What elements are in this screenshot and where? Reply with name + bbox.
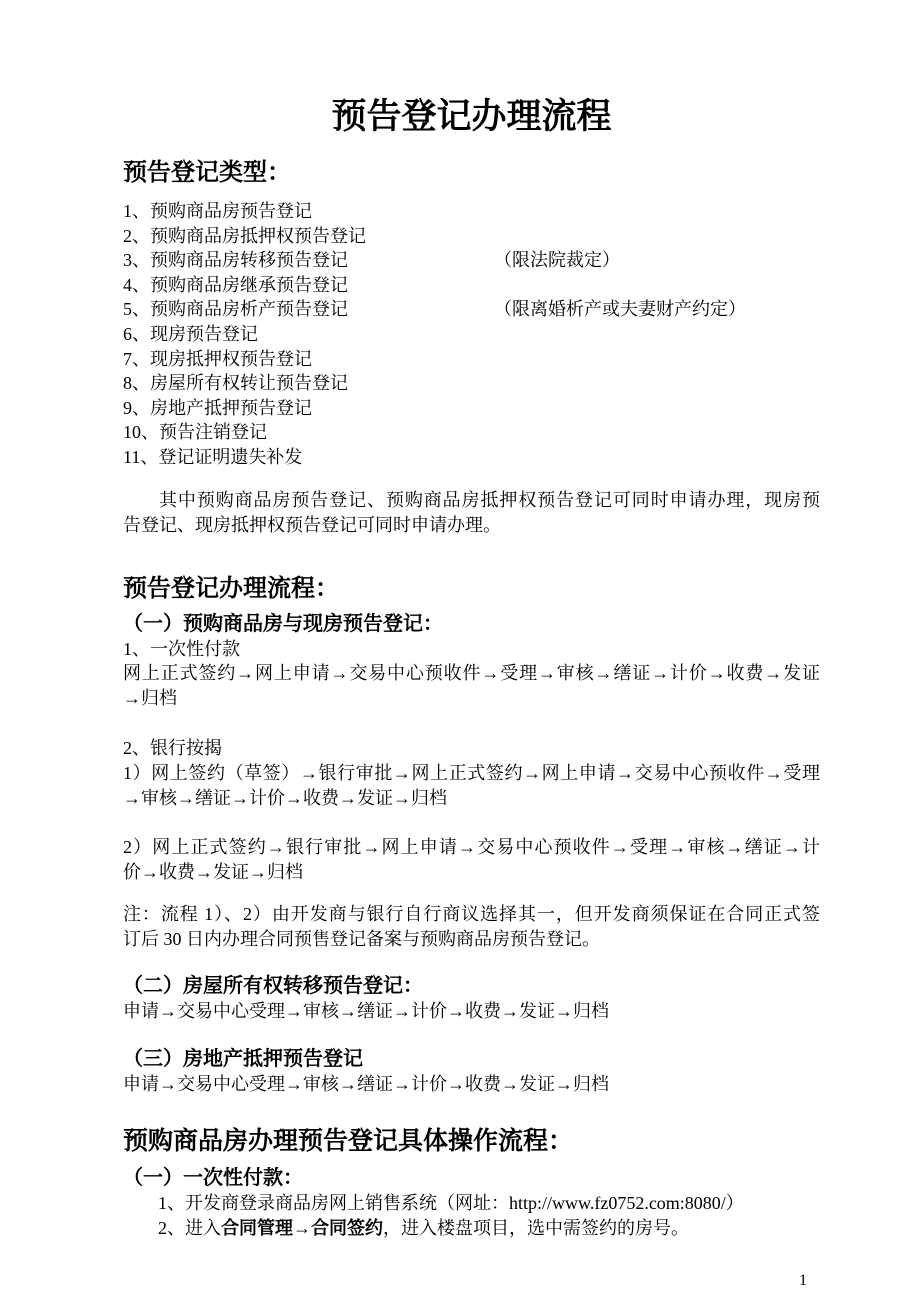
list-item bbox=[123, 273, 820, 298]
list-item-label: 11、登记证明遗失补发 bbox=[123, 446, 303, 467]
list-item-label: 3、预购商品房转移预告登记 bbox=[123, 250, 348, 271]
list-item-note: （限法院裁定） bbox=[494, 250, 620, 271]
document-content bbox=[123, 0, 820, 1241]
list-item bbox=[123, 199, 820, 224]
list-item bbox=[123, 322, 820, 347]
operation-step: 1、开发商登录商品房网上销售系统（网址：http://www.fz0752.com:8080/） bbox=[158, 1193, 744, 1214]
lump-sum-flow-line: →归档 bbox=[123, 688, 177, 709]
summary-line: 其中预购商品房预告登记、预购商品房抵押权预告登记可同时申请办理，现房预 bbox=[159, 489, 820, 510]
list-item-note: （限离婚析产或夫妻财产约定） bbox=[494, 299, 746, 320]
doc-title: 预告登记办理流程 bbox=[331, 97, 612, 136]
spacer bbox=[123, 952, 820, 974]
types-section-heading: 预告登记类型： bbox=[123, 160, 291, 186]
list-item-label: 1、预购商品房预告登记 bbox=[123, 201, 312, 221]
mortgage-option1-line: →审核→缮证→计价→收费→发证→归档 bbox=[123, 787, 447, 808]
spacer bbox=[123, 810, 820, 835]
list-item bbox=[123, 297, 820, 322]
list-item-label: 4、预购商品房继承预告登记 bbox=[123, 274, 348, 295]
spacer bbox=[123, 1023, 820, 1047]
operation-sub1-heading: （一）一次性付款： bbox=[123, 1167, 303, 1190]
list-item-label: 10、预告注销登记 bbox=[123, 422, 267, 443]
list-item bbox=[123, 371, 820, 396]
operation-step2-menu-path: 合同管理→合同签约 bbox=[221, 1217, 383, 1238]
list-item-label: 6、现房预告登记 bbox=[123, 323, 258, 344]
operation-step2-suffix: ，进入楼盘项目，选中需签约的房号。 bbox=[383, 1217, 689, 1238]
list-item bbox=[123, 224, 820, 249]
spacer bbox=[123, 885, 820, 902]
process-sub2-heading: （二）房屋所有权转移预告登记： bbox=[123, 974, 423, 997]
process-sub2-flow: 申请→交易中心受理→审核→缮证→计价→收费→发证→归档 bbox=[123, 1000, 609, 1021]
list-item bbox=[123, 396, 820, 421]
mortgage-option2-line: 2）网上正式签约→银行审批→网上申请→交易中心预收件→受理→审核→缮证→计 bbox=[123, 837, 820, 858]
list-item-label: 5、预购商品房析产预告登记 bbox=[123, 299, 348, 320]
operation-step bbox=[123, 1216, 820, 1241]
process-note-line: 订后 30 日内办理合同预售登记备案与预购商品房预告登记。 bbox=[123, 928, 600, 949]
list-item bbox=[123, 248, 820, 273]
list-item-label: 9、房地产抵押预告登记 bbox=[123, 397, 312, 418]
summary-paragraph bbox=[123, 488, 820, 539]
process-sub3-heading: （三）房地产抵押预告登记 bbox=[123, 1048, 363, 1071]
list-item-label: 8、房屋所有权转让预告登记 bbox=[123, 373, 348, 394]
page-number: 1 bbox=[799, 1272, 807, 1289]
process-note-line: 注：流程 1）、2）由开发商与银行自行商议选择其一，但开发商须保证在合同正式签 bbox=[123, 903, 820, 924]
summary-line: 告登记、现房抵押权预告登记可同时申请办理。 bbox=[123, 515, 501, 536]
operation-step2-prefix: 2、进入 bbox=[158, 1217, 221, 1238]
registration-types-list bbox=[123, 199, 820, 470]
mortgage-option1-line: 1）网上签约（草签）→银行审批→网上正式签约→网上申请→交易中心预收件→受理 bbox=[123, 762, 820, 783]
list-item bbox=[123, 445, 820, 470]
list-item-label: 2、预购商品房抵押权预告登记 bbox=[123, 225, 366, 246]
list-item bbox=[123, 420, 820, 445]
lump-sum-title: 1、一次性付款 bbox=[123, 638, 240, 659]
mortgage-option2-line: 价→收费→发证→归档 bbox=[123, 862, 303, 883]
spacer bbox=[123, 711, 820, 736]
mortgage-title: 2、银行按揭 bbox=[123, 737, 222, 758]
process-section-heading: 预告登记办理流程： bbox=[123, 575, 339, 602]
process-sub1-heading: （一）预购商品房与现房预告登记： bbox=[123, 612, 443, 635]
operation-section-heading: 预购商品房办理预告登记具体操作流程： bbox=[123, 1128, 574, 1156]
lump-sum-flow-line: 网上正式签约→网上申请→交易中心预收件→受理→审核→缮证→计价→收费→发证 bbox=[123, 663, 820, 684]
list-item bbox=[123, 347, 820, 372]
list-item-label: 7、现房抵押权预告登记 bbox=[123, 348, 312, 369]
process-sub3-flow: 申请→交易中心受理→审核→缮证→计价→收费→发证→归档 bbox=[123, 1074, 609, 1095]
